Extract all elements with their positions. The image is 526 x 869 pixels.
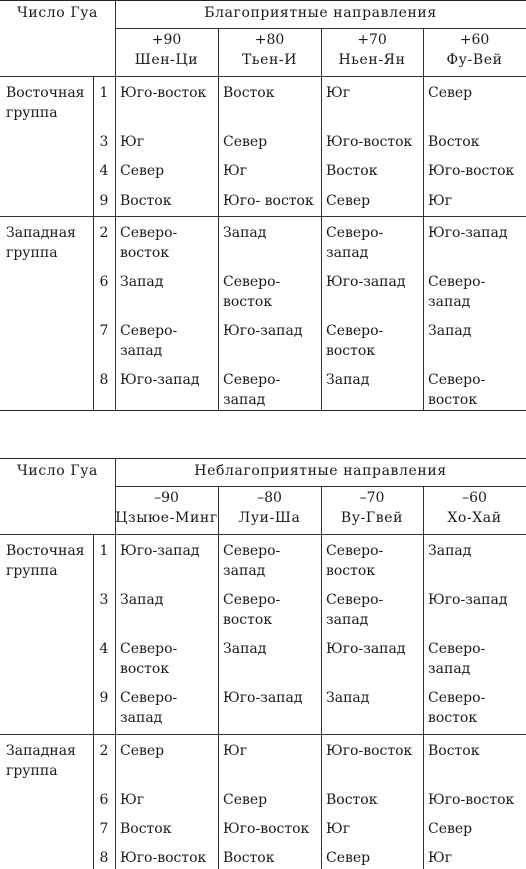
directions-group-header: Неблагоприятные направления xyxy=(194,463,447,479)
header-bottom-line xyxy=(0,76,526,77)
direction-cell: Северо-запад xyxy=(428,274,486,310)
direction-cell: Север xyxy=(326,850,371,866)
direction-cell: Юго-запад xyxy=(428,225,508,241)
direction-cell: Северо-восток xyxy=(223,592,281,628)
direction-cell: Юго-восток xyxy=(428,792,515,808)
direction-cell: Юго- восток xyxy=(223,193,314,209)
group-divider-line xyxy=(0,734,526,735)
direction-cell: Восток xyxy=(326,792,378,808)
gua-number: 2 xyxy=(99,225,109,241)
direction-cell: Запад xyxy=(223,641,267,657)
column-degree-value: –60 xyxy=(462,490,487,506)
direction-cell: Восток xyxy=(326,163,378,179)
direction-cell: Север xyxy=(428,85,473,101)
direction-cell: Северо-восток xyxy=(326,543,384,579)
direction-cell: Восток xyxy=(120,821,172,837)
gua-number: 3 xyxy=(99,134,109,150)
direction-cell: Юго-запад xyxy=(223,690,303,706)
gua-number: 9 xyxy=(99,690,109,706)
group-label: Восточная группа xyxy=(6,85,85,121)
direction-cell: Север xyxy=(120,743,165,759)
header-split-line xyxy=(115,28,526,29)
direction-cell: Юго-запад xyxy=(223,323,303,339)
column-direction-name: Тьен-И xyxy=(241,52,298,68)
gua-number: 7 xyxy=(99,323,109,339)
direction-cell: Юго-запад xyxy=(120,372,200,388)
group-divider-line xyxy=(0,216,526,217)
direction-cell: Север xyxy=(223,792,268,808)
column-direction-name: Фу-Вей xyxy=(446,52,503,68)
gua-number: 3 xyxy=(99,592,109,608)
column-direction-name: Луи-Ша xyxy=(238,510,301,526)
group-label: Западная группа xyxy=(6,225,76,261)
column-divider xyxy=(423,28,424,410)
direction-cell: Северо-восток xyxy=(120,641,178,677)
column-direction-name: Ньен-Ян xyxy=(338,52,406,68)
direction-cell: Восток xyxy=(428,134,480,150)
direction-cell: Северо-восток xyxy=(428,372,486,408)
direction-cell: Юг xyxy=(120,792,145,808)
group-label: Восточная группа xyxy=(6,543,85,579)
column-degree-value: +60 xyxy=(459,32,490,48)
column-divider xyxy=(321,28,322,410)
direction-cell: Юг xyxy=(428,193,453,209)
gua-number: 2 xyxy=(99,743,109,759)
direction-cell: Северо-запад xyxy=(120,323,178,359)
direction-cell: Запад xyxy=(326,690,370,706)
direction-cell: Север xyxy=(428,821,473,837)
column-direction-name: Хо-Хай xyxy=(447,510,502,526)
direction-cell: Юго-восток xyxy=(326,743,413,759)
column-divider xyxy=(218,486,219,869)
column-degree-value: –80 xyxy=(257,490,282,506)
direction-cell: Восток xyxy=(428,743,480,759)
column-degree-value: +80 xyxy=(254,32,285,48)
direction-cell: Юго-восток xyxy=(120,85,207,101)
direction-cell: Юг xyxy=(428,850,453,866)
direction-cell: Юг xyxy=(326,821,351,837)
column-degree-value: –90 xyxy=(154,490,179,506)
direction-cell: Запад xyxy=(428,543,472,559)
direction-cell: Юго-запад xyxy=(326,274,406,290)
gua-number: 9 xyxy=(99,193,109,209)
direction-cell: Северо-запад xyxy=(326,225,384,261)
column-direction-name: Ву-Гвей xyxy=(340,510,404,526)
gua-number: 8 xyxy=(99,850,109,866)
unfavorable-directions-table xyxy=(0,458,526,869)
direction-cell: Юго-запад xyxy=(428,592,508,608)
gua-number: 1 xyxy=(99,85,109,101)
direction-cell: Северо-восток xyxy=(223,274,281,310)
column-divider xyxy=(321,486,322,869)
gua-number: 7 xyxy=(99,821,109,837)
direction-cell: Юго-восток xyxy=(428,163,515,179)
direction-cell: Север xyxy=(223,134,268,150)
column-divider xyxy=(423,486,424,869)
direction-cell: Восток xyxy=(120,193,172,209)
direction-cell: Запад xyxy=(120,592,164,608)
gua-number: 6 xyxy=(99,792,109,808)
gua-number: 4 xyxy=(99,163,109,179)
direction-cell: Северо-запад xyxy=(223,372,281,408)
gua-number-header: Число Гуа xyxy=(16,5,99,21)
direction-cell: Юг xyxy=(223,743,248,759)
column-degree-value: +90 xyxy=(151,32,182,48)
direction-cell: Северо-восток xyxy=(428,690,486,726)
column-direction-name: Цзыюе-Минг xyxy=(115,510,218,526)
direction-cell: Юг xyxy=(326,85,351,101)
direction-cell: Север xyxy=(326,193,371,209)
column-degree-value: +70 xyxy=(357,32,387,48)
direction-cell: Северо-восток xyxy=(326,323,384,359)
direction-cell: Северо-запад xyxy=(223,543,281,579)
direction-cell: Запад xyxy=(428,323,472,339)
group-label: Западная группа xyxy=(6,743,76,779)
direction-cell: Север xyxy=(120,163,165,179)
direction-cell: Запад xyxy=(326,372,370,388)
gua-number-header: Число Гуа xyxy=(16,463,99,479)
direction-cell: Запад xyxy=(120,274,164,290)
direction-cell: Юг xyxy=(223,163,248,179)
direction-cell: Запад xyxy=(223,225,267,241)
direction-cell: Юго-запад xyxy=(326,641,406,657)
direction-cell: Северо-запад xyxy=(428,641,486,677)
gua-number: 6 xyxy=(99,274,109,290)
direction-cell: Восток xyxy=(223,85,275,101)
direction-cell: Северо-запад xyxy=(120,690,178,726)
header-bottom-line xyxy=(0,534,526,535)
direction-cell: Юго-восток xyxy=(120,850,207,866)
column-direction-name: Шен-Ци xyxy=(134,52,199,68)
direction-cell: Северо-запад xyxy=(326,592,384,628)
column-divider xyxy=(218,28,219,410)
column-degree-value: –70 xyxy=(359,490,385,506)
gua-number: 1 xyxy=(99,543,109,559)
direction-cell: Юго-запад xyxy=(120,543,200,559)
favorable-directions-table xyxy=(0,0,526,411)
direction-cell: Юго-восток xyxy=(326,134,413,150)
direction-cell: Юго-восток xyxy=(223,821,310,837)
gua-number: 4 xyxy=(99,641,109,657)
direction-cell: Восток xyxy=(223,850,275,866)
directions-group-header: Благоприятные направления xyxy=(204,5,437,21)
header-split-line xyxy=(115,486,526,487)
direction-cell: Юг xyxy=(120,134,145,150)
direction-cell: Северо-восток xyxy=(120,225,178,261)
column-divider xyxy=(93,76,94,410)
gua-number: 8 xyxy=(99,372,109,388)
